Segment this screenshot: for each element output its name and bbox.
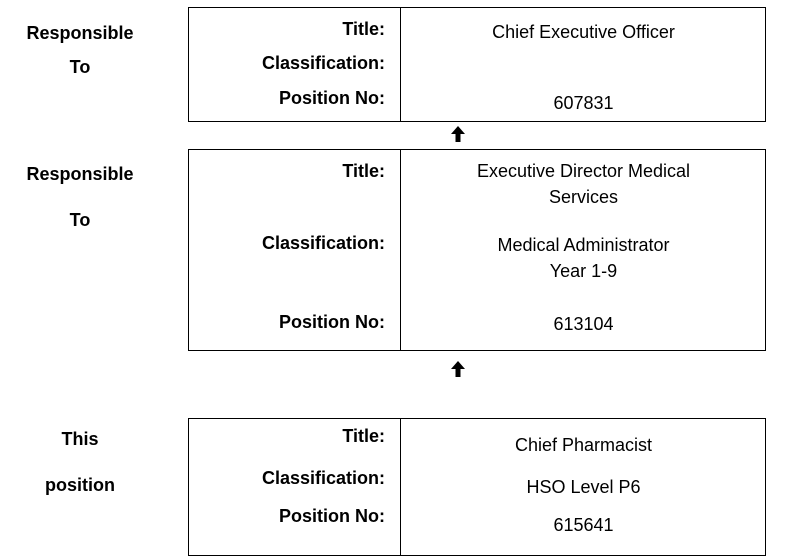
side-label-line2: To bbox=[69, 57, 91, 77]
side-label-responsible-to-1 bbox=[0, 16, 160, 84]
position-no-label: Position No: bbox=[279, 88, 385, 108]
position-box-executive-director bbox=[188, 149, 766, 351]
title-label: Title: bbox=[342, 161, 385, 181]
side-label-line2: To bbox=[69, 210, 91, 230]
side-label-line1: Responsible bbox=[26, 164, 134, 184]
position-no-value: 607831 bbox=[553, 93, 614, 113]
classification-label: Classification: bbox=[261, 468, 385, 488]
column-divider bbox=[400, 150, 401, 350]
side-label-line1: Responsible bbox=[26, 23, 134, 43]
column-divider bbox=[400, 419, 401, 555]
position-no-value: 613104 bbox=[553, 314, 614, 334]
title-value: Chief Executive Officer bbox=[492, 22, 675, 42]
column-divider bbox=[400, 8, 401, 121]
classification-label: Classification: bbox=[261, 53, 385, 73]
side-label-line1: This bbox=[61, 429, 99, 449]
title-value-line1: Executive Director Medical bbox=[476, 161, 691, 181]
title-value-line2: Services bbox=[548, 187, 619, 207]
title-value: Chief Pharmacist bbox=[514, 435, 653, 455]
arrow-up-icon bbox=[448, 359, 468, 379]
classification-value-line2: Year 1-9 bbox=[549, 261, 618, 281]
classification-label: Classification: bbox=[261, 233, 385, 253]
arrow-up-icon bbox=[448, 124, 468, 144]
side-label-responsible-to-2 bbox=[0, 157, 160, 237]
title-label: Title: bbox=[342, 19, 385, 39]
side-label-line2: position bbox=[45, 475, 115, 495]
position-box-ceo bbox=[188, 7, 766, 122]
classification-value-line1: Medical Administrator bbox=[497, 235, 670, 255]
side-label-this-position bbox=[0, 422, 160, 502]
position-no-label: Position No: bbox=[279, 506, 385, 526]
position-no-label: Position No: bbox=[279, 312, 385, 332]
position-box-chief-pharmacist bbox=[188, 418, 766, 556]
position-no-value: 615641 bbox=[553, 515, 614, 535]
title-label: Title: bbox=[342, 426, 385, 446]
classification-value: HSO Level P6 bbox=[526, 477, 641, 497]
